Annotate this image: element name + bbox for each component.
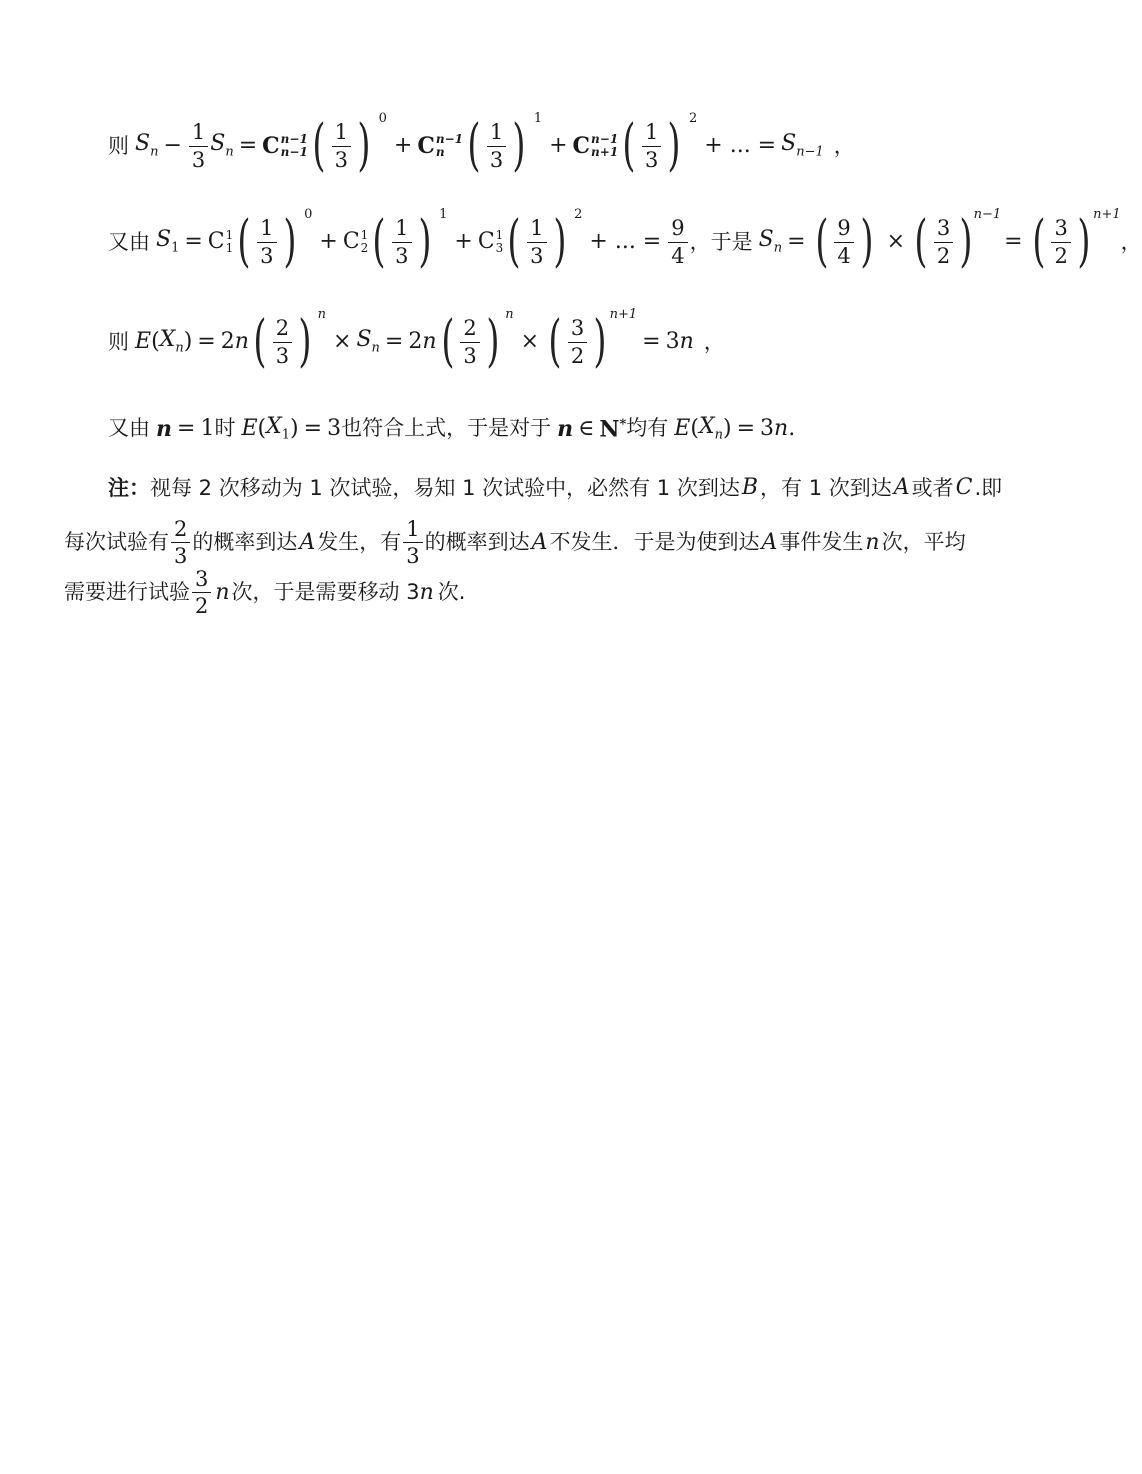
equation-line-2: 又由 $S_1$ = C 1 1 ( $\frac{1}{3}$ ) 0 + C 1 2 ( $\frac{1}{3}$ ) 1 + C 1 3 ( $\frac{1}{3}$ ) 2 + ... = $\frac{9}{4}$ ，于是 $S_n$ = ( $\frac{9}{4}$ ) × ( $\frac{3}{2}$ ) n−1 = ( $\frac{3}{2}$ ) n+1 ，	[108, 207, 1142, 274]
text-l4-e: .	[788, 415, 796, 441]
note-text-1d: .即	[974, 475, 1003, 500]
note-text-2a: 每次试验有	[64, 530, 169, 555]
equation-line-3: 则 E ( $X_n$ ) = 2n ( $\frac{2}{3}$ ) n × $S_n$ = 2n ( $\frac{2}{3}$ ) n × ( $\frac{3}{2}$ ) n+1 = 3n ，	[108, 307, 725, 374]
text-l4-d: 均有	[626, 416, 669, 441]
note-text-2d: 的概率到达	[424, 530, 530, 555]
note-label: 注：	[108, 475, 150, 500]
text-so: ，于是	[689, 229, 753, 254]
text-l4-a: 又由	[108, 416, 150, 441]
note-text-1a: 视每 2 次移动为 1 次试验，易知 1 次试验中，必然有 1 次到达	[150, 475, 740, 500]
note-text-2e: 不发生．于是为使到达	[549, 530, 760, 555]
note-text-1b: ，有 1 次到达	[760, 475, 892, 500]
note-line-1: 注： 视每 2 次移动为 1 次试验，易知 1 次试验中，必然有 1 次到达 B ，有 1 次到达 A 或者 C .即	[108, 475, 1003, 500]
text-then-1: 则	[108, 133, 129, 158]
note-text-2b: 的概率到达	[192, 530, 298, 555]
text-comma-1: ，	[833, 133, 855, 158]
text-comma-2: ，	[1120, 229, 1142, 254]
note-text-3c: 次.	[437, 580, 466, 605]
note-text-2c: 发生，有	[317, 530, 402, 555]
note-text-3b: 次，于是需要移动 3	[231, 580, 420, 605]
note-text-2f: 事件发生	[779, 530, 864, 555]
note-line-2: 每次试验有 $\frac{2}{3}$ 的概率到达 A 发生，有 $\frac{1}{3}$ 的概率到达 A 不发生．于是为使到达 A 事件发生 n 次，平均	[64, 517, 966, 569]
text-comma-3: ，	[703, 329, 725, 354]
text-then-3: 则	[108, 329, 129, 354]
note-text-1c: 或者	[911, 475, 954, 500]
note-line-3: 需要进行试验 $\frac{3}{2}$ n 次，于是需要移动 3 n 次.	[64, 567, 466, 619]
equation-line-4: 又由 n = 1 时 E ( $X_1$ ) = 3 也符合上式，于是对于 n ∈ N* 均有 E ( $X_n$ ) = 3n .	[108, 414, 796, 443]
text-l4-b: 时	[214, 416, 236, 441]
text-l4-c: 也符合上式，于是对于	[341, 416, 552, 441]
note-text-3a: 需要进行试验	[64, 580, 190, 605]
equation-line-1: 则 $S_n$ − $\frac{1}{3}$ $S_n$ = C n−1 n−1 ( $\frac{1}{3}$ ) 0 + C n−1 n ( $\frac{1}{3}$ ) 1 + C n−1 n+1 ( $\frac{1}{3}$ ) 2 + ... = $S_{n-1}$ ，	[108, 111, 855, 178]
text-also-from: 又由	[108, 229, 150, 254]
note-text-2g: 次，平均	[881, 530, 966, 555]
